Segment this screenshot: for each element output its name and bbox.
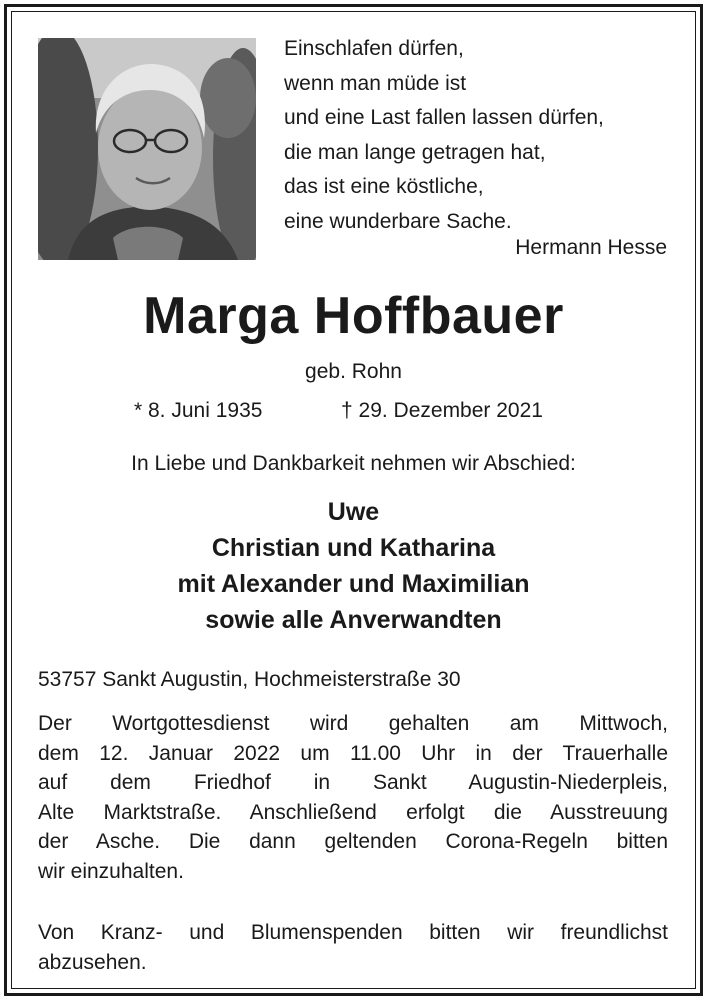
service-line: wir einzuhalten. [38,859,184,883]
donation-line: Von Kranz- und Blumenspenden bitten wir freundlichst [38,921,668,944]
donation-line: abzusehen. [38,950,147,974]
poem-line: Einschlafen dürfen, [284,37,464,60]
family-member: mit Alexander und Maximilian [177,570,530,598]
family-member: Christian und Katharina [211,534,496,562]
poem-line: eine wunderbare Sache. [284,209,512,233]
service-info [38,709,668,886]
family-member: Uwe [327,498,380,526]
service-line: Alte Marktstraße. Anschließend erfolgt die Ausstreuung [38,800,668,824]
poem-line: wenn man müde ist [284,71,467,95]
address: 53757 Sankt Augustin, Hochmeisterstraße 30 [38,668,461,691]
family-list [0,494,707,638]
farewell-text: In Liebe und Dankbarkeit nehmen wir Abschied: [131,452,576,475]
poem-line: und eine Last fallen lassen dürfen, [284,106,604,129]
birth-date: * 8. Juni 1935 [134,399,263,422]
service-line: dem 12. Januar 2022 um 11.00 Uhr in der Trauerhalle [38,741,668,765]
poem-author: Hermann Hesse [515,236,667,259]
donation-note [38,918,668,977]
deceased-name: Marga Hoffbauer [143,287,564,345]
service-line: der Asche. Die dann geltenden Corona-Regeln bitten [38,830,668,853]
service-line: Der Wortgottesdienst wird gehalten am Mittwoch, [38,712,668,735]
maiden-name: geb. Rohn [305,360,402,383]
death-date: † 29. Dezember 2021 [341,399,543,422]
family-member: sowie alle Anverwandten [205,606,502,634]
poem-line: das ist eine köstliche, [284,175,484,198]
portrait-photo [38,38,256,260]
service-line: auf dem Friedhof in Sankt Augustin-Niederpleis, [38,771,668,794]
poem [284,32,674,239]
poem-line: die man lange getragen hat, [284,140,546,164]
